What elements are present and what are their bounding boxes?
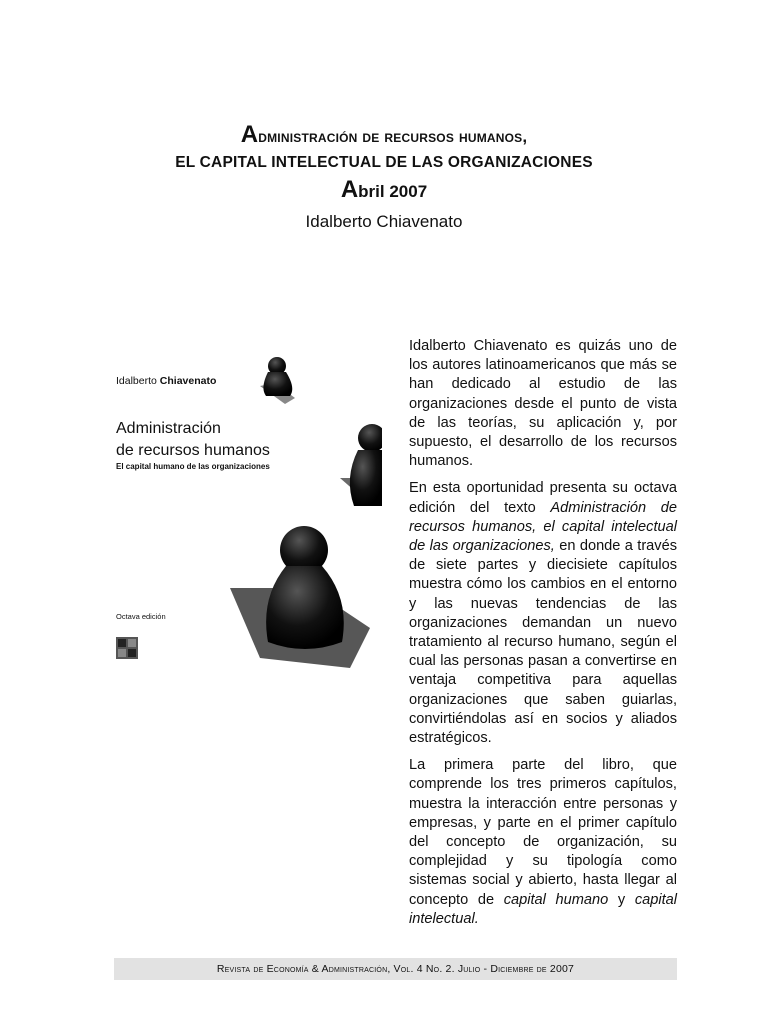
publication-date: Abril 2007 <box>340 176 428 203</box>
cover-title-line2: de recursos humanos <box>116 442 270 459</box>
journal-footer <box>114 958 677 980</box>
cover-author: Idalberto Chiavenato <box>116 375 217 387</box>
publisher-logo-icon <box>116 637 138 659</box>
footer-citation: Revista de Economía & Administración, Vol. 4 No. 2. Julio - Diciembre de 2007 <box>216 963 575 975</box>
large-pawn <box>266 526 344 649</box>
cover-subtitle: El capital humano de las organizaciones <box>116 462 270 471</box>
review-paragraph-3: La primera parte del libro, que comprende los tres primeros capítulos, muestra la interacción entre personas y empresas, y parte en el primer capítulo del concepto de organización, su complejidad y su tipología como sistemas social y abierto, hasta llegar al concepto de capital humano y capital intelectual. <box>409 757 677 927</box>
book-cover-image <box>110 338 382 670</box>
book-title-line2: EL CAPITAL INTELECTUAL DE LAS ORGANIZACIONES <box>175 154 593 171</box>
small-pawn <box>263 357 292 396</box>
article-header <box>0 122 768 234</box>
book-author: Idalberto Chiavenato <box>305 212 463 231</box>
book-title-line1: Administración de recursos humanos, <box>240 121 528 148</box>
review-paragraph-2: En esta oportunidad presenta su octava edición del texto Administración de recursos humanos, el capital intelectual de las organizaciones, en donde a través de siete partes y diecisiete capítulos muestra cómo los cambios en el entorno y las nuevas tendencias de las organizaciones demandan un nuevo tratamiento al recurso humano, según el cual las personas pasan a convertirse en ventaja competitiva para aquellas organizaciones que saben guiarlas, convirtiéndolas así en socios y aliados estratégicos. <box>409 480 678 747</box>
medium-pawn <box>350 424 382 506</box>
cover-edition: Octava edición <box>116 612 166 621</box>
cover-title-line1: Administración <box>116 420 221 437</box>
book-review-text <box>409 337 677 937</box>
review-paragraph-1: Idalberto Chiavenato es quizás uno de los autores latinoamericanos que más se han dedicado al estudio de las organizaciones desde el punto de vista de las teorías, su aplicación y, por supuesto, el desarrollo de los recursos humanos. <box>409 338 677 470</box>
